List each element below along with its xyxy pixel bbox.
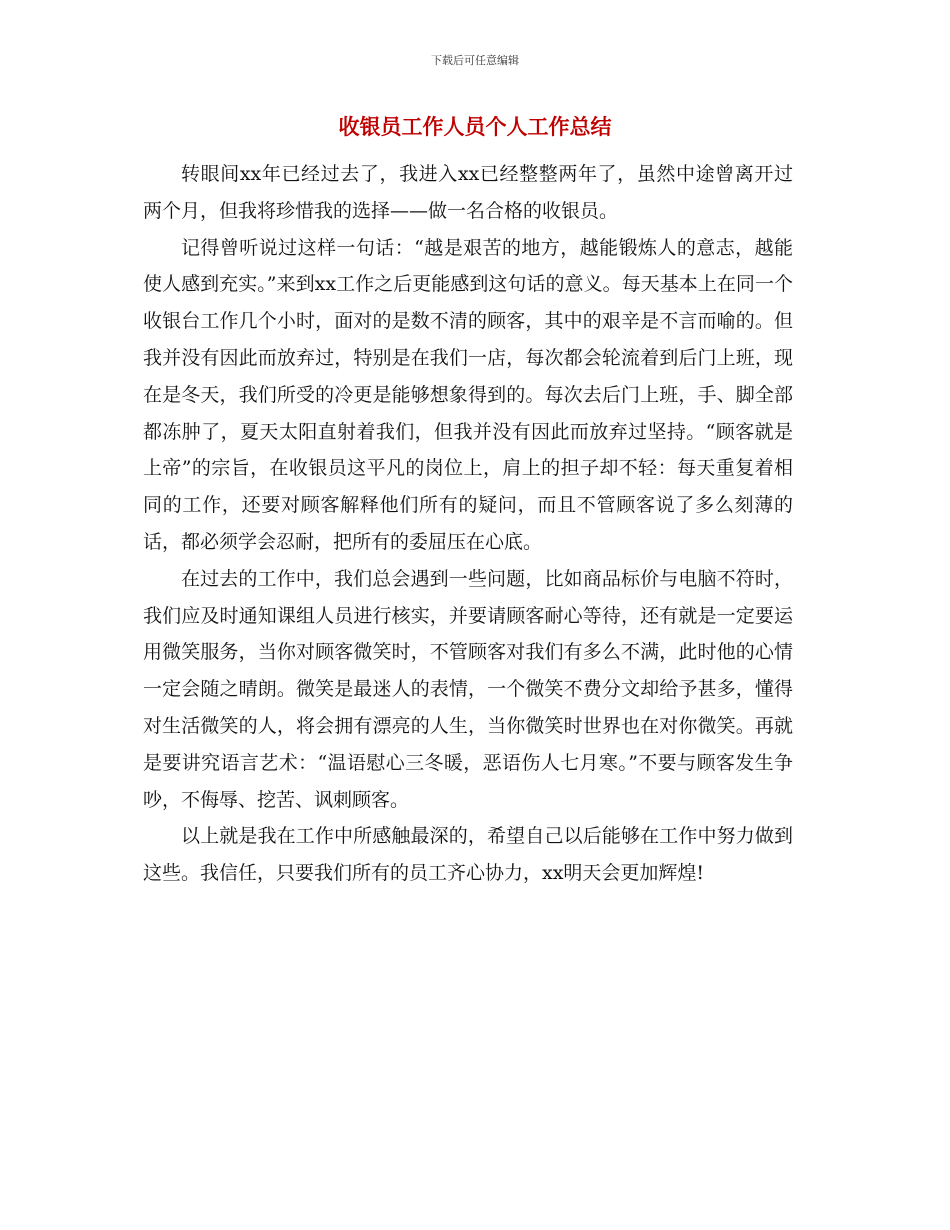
- paragraph-3: 在过去的工作中，我们总会遇到一些问题，比如商品标价与电脑不符时，我们应及时通知课组人员进行核实，并要请顾客耐心等待，还有就是一定要运用微笑服务，当你对顾客微笑时，不管顾客对我们有多么不满，此时他的心情一定会随之晴朗。微笑是最迷人的表情，一个微笑不费分文却给予甚多，懂得对生活微笑的人，将会拥有漂亮的人生，当你微笑时世界也在对你微笑。再就是要讲究语言艺术：“温语慰心三冬暖，恶语伤人七月寒。”不要与顾客发生争吵，不侮辱、挖苦、讽刺顾客。: [143, 567, 793, 811]
- header-note: 下载后可任意编辑: [431, 54, 519, 67]
- paragraph-4: 以上就是我在工作中所感触最深的，希望自己以后能够在工作中努力做到这些。我信任，只要我们所有的员工齐心协力，xx明天会更加辉煌!: [143, 825, 793, 885]
- paragraph-1: 转眼间xx年已经过去了，我进入xx已经整整两年了，虽然中途曾离开过两个月，但我将珍惜我的选择——做一名合格的收银员。: [143, 163, 793, 222]
- paragraph-2: 记得曾听说过这样一句话：“越是艰苦的地方，越能锻炼人的意志，越能使人感到充实。”来到xx工作之后更能感到这句话的意义。每天基本上在同一个收银台工作几个小时，面对的是数不清的顾客，其中的艰辛是不言而喻的。但我并没有因此而放弃过，特别是在我们一店，每次都会轮流着到后门上班，现在是冬天，我们所受的冷更是能够想象得到的。每次去后门上班，手、脚全部都冻肿了，夏天太阳直射着我们，但我并没有因此而放弃过坚持。“顾客就是上帝”的宗旨，在收银员这平凡的岗位上，肩上的担子却不轻：每天重复着相同的工作，还要对顾客解释他们所有的疑问，而且不管顾客说了多么刻薄的话，都必须学会忍耐，把所有的委屈压在心底。: [143, 236, 793, 553]
- document-body: [143, 156, 793, 892]
- document-title: 收银员工作人员个人工作总结: [338, 115, 612, 139]
